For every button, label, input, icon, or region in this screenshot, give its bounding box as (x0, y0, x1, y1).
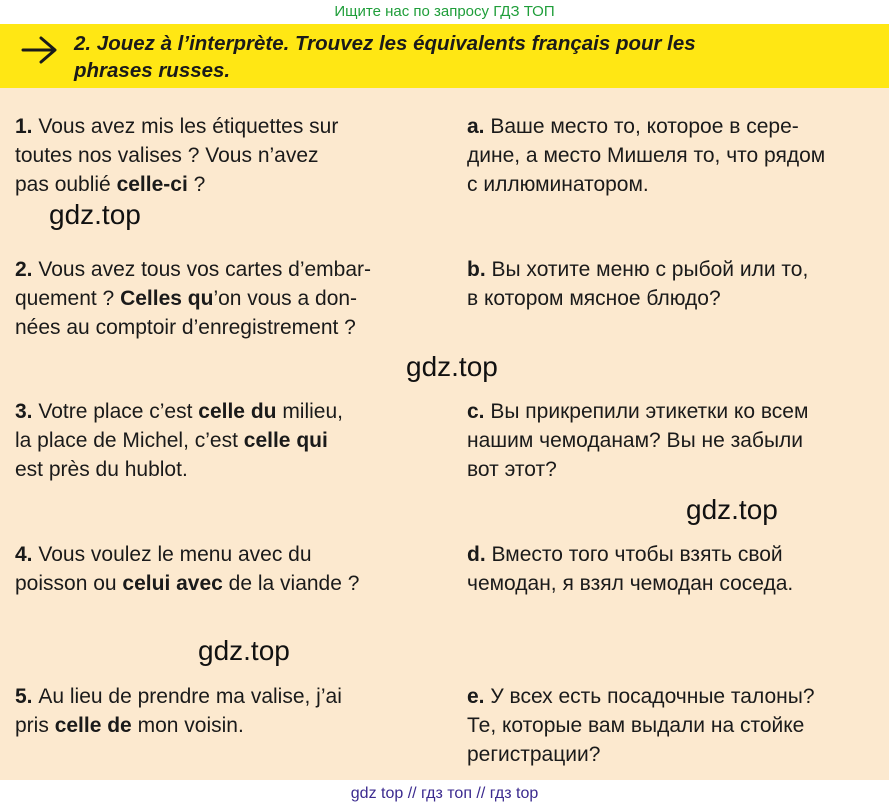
item-line: 5. Au lieu de prendre ma valise, j’ai (15, 685, 342, 708)
item-line: pris celle de mon voisin. (15, 714, 244, 737)
task-header (0, 24, 889, 88)
item-number: 4. (15, 543, 39, 566)
item-line: в котором мясное блюдо? (467, 287, 721, 310)
item-line: nées au comptoir d’enregistrement ? (15, 316, 356, 339)
item-line: 1. Vous avez mis les étiquettes sur (15, 115, 339, 138)
item-number: b. (467, 258, 492, 281)
french-item-4 (15, 540, 445, 598)
russian-item-b (467, 255, 887, 313)
russian-item-c (467, 397, 887, 484)
russian-item-e (467, 682, 887, 769)
item-number: 5. (15, 685, 39, 708)
french-item-2 (15, 255, 445, 342)
watermark: gdz.top (686, 494, 778, 525)
item-line: poisson ou celui avec de la viande ? (15, 572, 360, 595)
item-number: c. (467, 400, 491, 423)
footer-watermark: gdz top // гдз топ // гдз top (350, 785, 539, 802)
item-line: 3. Votre place c’est celle du milieu, (15, 400, 344, 423)
russian-item-d (467, 540, 887, 598)
item-line: toutes nos valises ? Vous n’avez (15, 144, 319, 167)
arrow-right-icon (20, 34, 62, 66)
russian-item-a (467, 112, 887, 199)
french-item-3 (15, 397, 445, 484)
item-line: 2. Vous avez tous vos cartes d’embar- (15, 258, 372, 281)
item-line: регистрации? (467, 743, 601, 766)
task-title-line-2: phrases russes. (74, 59, 231, 82)
item-line: дине, а место Мишеля то, что рядом (467, 144, 826, 167)
pronoun-highlight: celle-ci (116, 173, 188, 196)
french-item-5 (15, 682, 445, 740)
top-banner: Ищите нас по запросу ГДЗ ТОП (334, 3, 555, 20)
item-number: 3. (15, 400, 39, 423)
item-line: est près du hublot. (15, 458, 188, 481)
watermark: gdz.top (406, 351, 498, 382)
item-line: b. Вы хотите меню с рыбой или то, (467, 258, 809, 281)
pronoun-highlight: celle de (54, 714, 132, 737)
item-line: 4. Vous voulez le menu avec du (15, 543, 312, 566)
french-item-1 (15, 112, 445, 199)
task-title (74, 30, 834, 84)
pronoun-highlight: Celles qu (120, 287, 214, 310)
pronoun-highlight: celle du (198, 400, 277, 423)
task-title-line-1: 2. Jouez à l’interprète. Trouvez les équivalents français pour les (74, 32, 696, 55)
item-number: d. (467, 543, 492, 566)
pronoun-highlight: celui avec (122, 572, 223, 595)
item-number: e. (467, 685, 491, 708)
watermark: gdz.top (49, 199, 141, 230)
item-number: 2. (15, 258, 39, 281)
item-line: a. Ваше место то, которое в сере- (467, 115, 799, 138)
item-line: d. Вместо того чтобы взять свой (467, 543, 783, 566)
item-line: чемодан, я взял чемодан соседа. (467, 572, 794, 595)
item-line: quement ? Celles qu’on vous a don- (15, 287, 358, 310)
item-number: 1. (15, 115, 39, 138)
item-line: Те, которые вам выдали на стойке (467, 714, 805, 737)
item-line: e. У всех есть посадочные талоны? (467, 685, 815, 708)
item-line: pas oublié celle-ci ? (15, 173, 206, 196)
watermark: gdz.top (198, 635, 290, 666)
exercise-content (0, 88, 889, 780)
item-line: нашим чемоданам? Вы не забыли (467, 429, 804, 452)
item-line: la place de Michel, c’est celle qui (15, 429, 328, 452)
item-line: вот этот? (467, 458, 557, 481)
pronoun-highlight: celle qui (243, 429, 328, 452)
item-line: c. Вы прикрепили этикетки ко всем (467, 400, 809, 423)
item-number: a. (467, 115, 491, 138)
item-line: с иллюминатором. (467, 173, 649, 196)
